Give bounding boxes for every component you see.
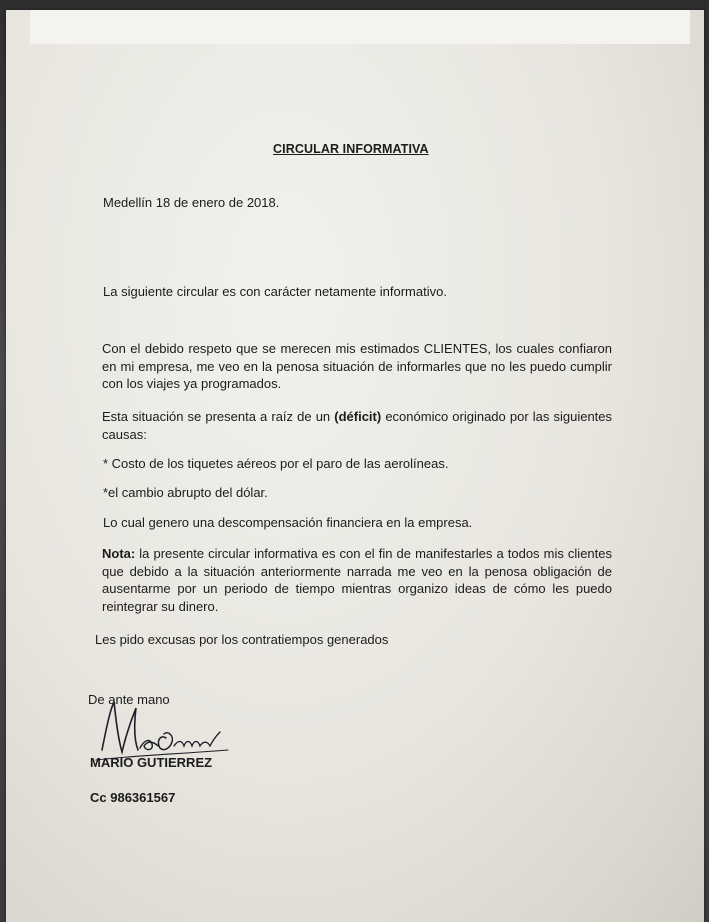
- signer-name: MARIO GUTIERREZ: [90, 755, 213, 770]
- apology-line: Les pido excusas por los contratiempos generados: [95, 632, 389, 647]
- date-line: Medellín 18 de enero de 2018.: [103, 195, 280, 210]
- paragraph-cause-start: Esta situación se presenta a raíz de un: [102, 409, 335, 424]
- paragraph-cause: [102, 408, 612, 443]
- deficit-word: (déficit): [334, 409, 382, 424]
- note-text: la presente circular informativa es con el fin de manifestarles a todos mis clientes que debido a la situación anteriormente narrada me veo en la penosa obligación de ausentarme por un periodo de tiempo mientras organizo ideas de cómo les puedo reintegrar su dinero.: [102, 546, 612, 614]
- paragraph-respect: Con el debido respeto que se merecen mis estimados CLIENTES, los cuales confiaron en mi empresa, me veo en la penosa situación de informarles que no les puedo cumplir con los viajes ya programados.: [102, 341, 612, 391]
- intro-line: La siguiente circular es con carácter netamente informativo.: [103, 284, 447, 299]
- paragraph-cause-end: económico originado por las siguientes causas:: [102, 409, 613, 442]
- note-paragraph: [102, 545, 612, 615]
- cause-item-2: *el cambio abrupto del dólar.: [103, 485, 268, 500]
- consequence-line: Lo cual genero una descompensación financiera en la empresa.: [103, 515, 473, 530]
- note-label: Nota:: [102, 546, 136, 561]
- cause-item-1: * Costo de los tiquetes aéreos por el paro de las aerolíneas.: [103, 456, 449, 471]
- signer-id: Cc 986361567: [90, 790, 176, 805]
- closing-line: De ante mano: [88, 692, 170, 707]
- document-title: CIRCULAR INFORMATIVA: [273, 142, 429, 156]
